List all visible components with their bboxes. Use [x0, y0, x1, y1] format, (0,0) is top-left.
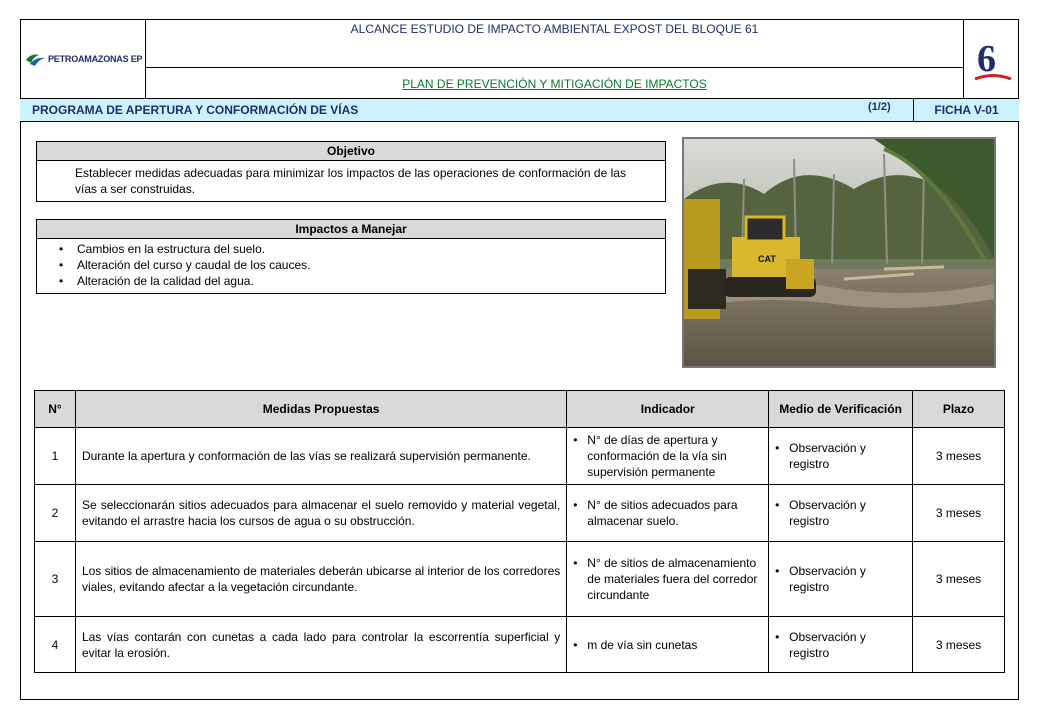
ficha-code: FICHA V-01: [913, 98, 1019, 122]
indicator-text: N° de sitios adecuados para almacenar suelo.: [587, 498, 738, 528]
verification-text: Observación y registro: [789, 564, 866, 594]
column-header-plazo: Plazo: [913, 391, 1005, 428]
impacts-heading: Impactos a Manejar: [37, 220, 665, 239]
impact-item: • Alteración del curso y caudal de los cauces.: [77, 257, 665, 273]
impacts-box: [36, 219, 666, 294]
measure-text: Durante la apertura y conformación de las vías se realizará supervisión permanente.: [75, 428, 566, 485]
measure-text: Los sitios de almacenamiento de materiales deberán ubicarse al interior de los corredores viales, evitando afectar a la vegetación circundante.: [75, 542, 566, 617]
logo-cell: [20, 19, 146, 99]
objective-heading: Objetivo: [37, 142, 665, 161]
column-header-medio: Medio de Verificación: [769, 391, 913, 428]
machine-label: CAT: [758, 254, 776, 264]
brand-mark-icon: 6: [977, 38, 996, 80]
bulldozer-scene-image: [684, 139, 994, 366]
objective-text: Establecer medidas adecuadas para minimizar los impactos de las operaciones de conformación de las vías a ser construidas.: [75, 166, 626, 196]
impacts-list: [37, 241, 665, 289]
program-title: PROGRAMA DE APERTURA Y CONFORMACIÓN DE VÍAS: [32, 103, 359, 117]
table-row: 2 Se seleccionarán sitios adecuados para almacenar el suelo removido y material vegetal, evitando el arrastre hacia los cursos de agua o su obstrucción. • N° de sitios adecuados para almacenar suelo. • Observación y registro 3 meses: [35, 485, 1005, 542]
table-row: 3 Los sitios de almacenamiento de materiales deberán ubicarse al interior de los corredores viales, evitando afectar a la vegetación circundante. • N° de sitios de almacenamiento de materiales fuera del corredor circundante • Observación y registro 3 meses: [35, 542, 1005, 617]
column-header-medidas: Medidas Propuestas: [75, 391, 566, 428]
term-text: 3 meses: [913, 485, 1005, 542]
brand-mark-cell: [963, 19, 1019, 99]
logo-text: PETROAMAZONAS EP: [48, 54, 143, 64]
impact-item: • Alteración de la calidad del agua.: [77, 273, 665, 289]
document-subtitle: PLAN DE PREVENCIÓN Y MITIGACIÓN DE IMPACTOS: [402, 77, 707, 91]
document-title: ALCANCE ESTUDIO DE IMPACTO AMBIENTAL EXPOST DEL BLOQUE 61: [146, 19, 963, 68]
row-number: 2: [35, 485, 76, 542]
table-row: 4 Las vías contarán con cunetas a cada lado para controlar la escorrentía superficial y evitar la erosión. • m de vía sin cunetas • Observación y registro 3 meses: [35, 617, 1005, 673]
row-number: 3: [35, 542, 76, 617]
verification-text: Observación y registro: [789, 441, 866, 471]
row-number: 1: [35, 428, 76, 485]
column-header-num: N°: [35, 391, 76, 428]
page-indicator: (1/2): [868, 101, 891, 113]
row-number: 4: [35, 617, 76, 673]
brand-mark-swoosh-icon: [973, 73, 1013, 83]
indicator-text: N° de sitios de almacenamiento de materiales fuera del corredor circundante: [587, 556, 758, 602]
indicator-text: N° de días de apertura y conformación de la vía sin supervisión permanente: [587, 433, 727, 479]
verification-text: Observación y registro: [789, 629, 866, 660]
term-text: 3 meses: [913, 617, 1005, 673]
impact-item: • Cambios en la estructura del suelo.: [77, 241, 665, 257]
term-text: 3 meses: [913, 428, 1005, 485]
petroamazonas-logo-icon: [25, 52, 47, 68]
measure-text: Las vías contarán con cunetas a cada lado para controlar la escorrentía superficial y evitar la erosión.: [75, 617, 566, 673]
indicator-text: m de vía sin cunetas: [587, 637, 698, 652]
verification-text: Observación y registro: [789, 498, 866, 528]
table-row: 1 Durante la apertura y conformación de las vías se realizará supervisión permanente. • N° de días de apertura y conformación de la vía sin supervisión permanente • Observación y registro 3 meses: [35, 428, 1005, 485]
column-header-indicador: Indicador: [567, 391, 769, 428]
measure-text: Se seleccionarán sitios adecuados para almacenar el suelo removido y material vegetal, evitando el arrastre hacia los cursos de agua o su obstrucción.: [75, 485, 566, 542]
term-text: 3 meses: [913, 542, 1005, 617]
site-photo: [682, 137, 996, 368]
objective-box: [36, 141, 666, 202]
table-header-row: [35, 391, 1005, 428]
measures-table: [34, 390, 1005, 673]
